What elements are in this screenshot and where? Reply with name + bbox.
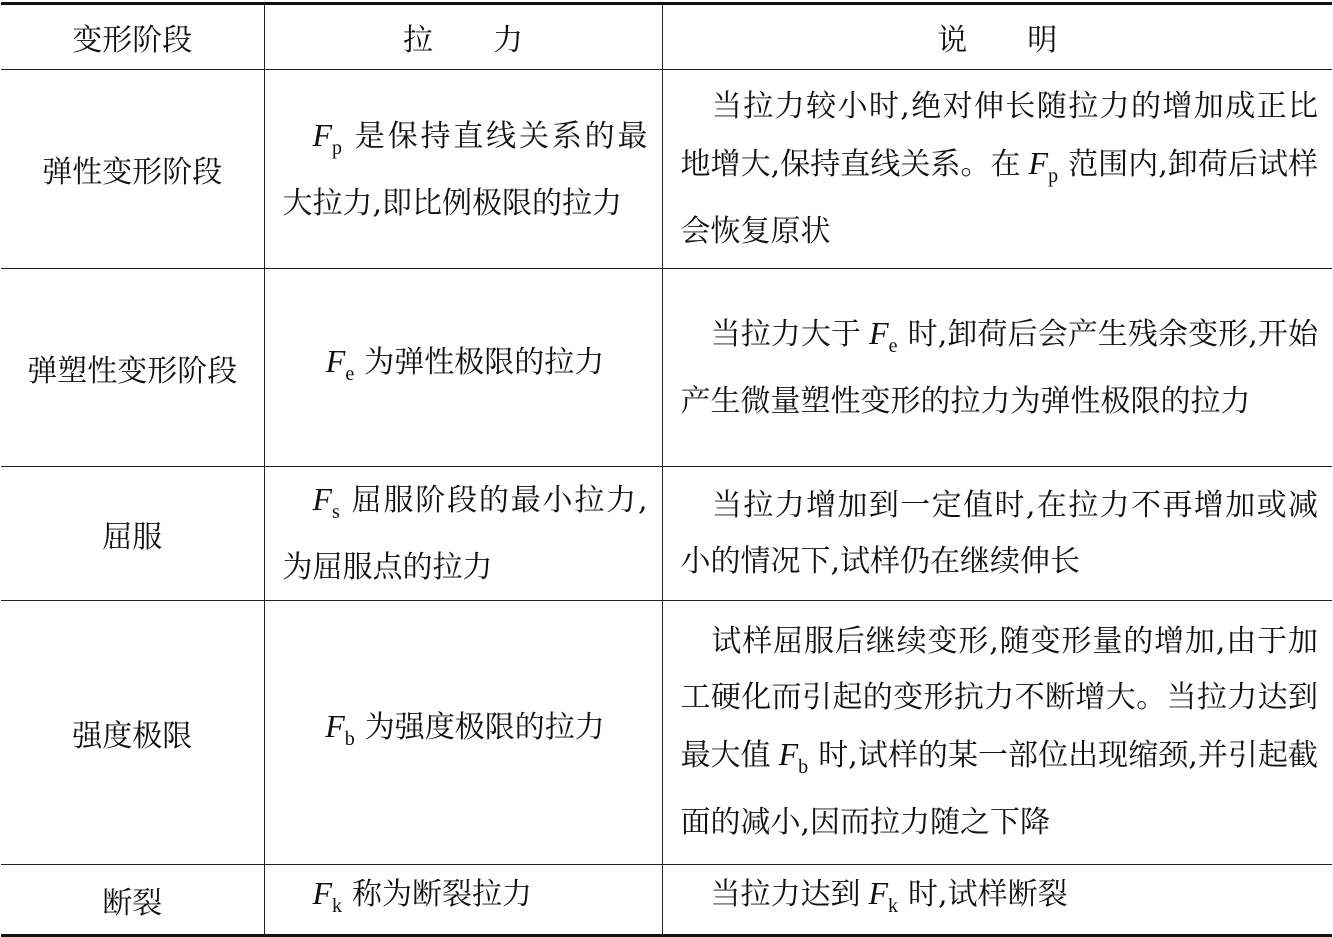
desc-before: 当拉力较小时,绝对伸长随拉力的增加成正比地增大,保持直线关系。在 [680,88,1318,182]
force-cell [264,467,662,601]
table-row [1,467,1332,601]
force-text: 为强度极限的拉力 [364,710,605,745]
desc-subscript: p [1048,164,1059,187]
desc-before: 当拉力大于 [710,317,862,352]
desc-after: 时,卸荷后会产生残余变形,开始产生微量塑性变形的拉力为弹性极限的拉力 [680,317,1319,419]
force-symbol: F [312,875,333,911]
force-symbol: F [325,708,345,744]
force-subscript: b [344,728,355,750]
force-text: 屈服阶段的最小拉力,为屈服点的拉力 [282,483,648,585]
table-row [1,269,1332,467]
force-subscript: e [345,363,355,385]
description-cell [662,865,1332,936]
force-cell [264,601,662,865]
force-subscript: s [332,501,340,523]
header-description: 说 明 [662,4,1332,70]
description-cell [662,467,1332,601]
force-text: 为弹性极限的拉力 [364,345,605,380]
desc-after: 范围内,卸荷后试样会恢复原状 [680,146,1318,249]
force-symbol: F [312,481,333,517]
header-row [1,4,1332,70]
desc-after: 时,试样断裂 [908,877,1068,912]
desc-symbol: F [869,315,889,351]
force-subscript: k [332,895,343,917]
stage-cell: 断裂 [1,865,264,936]
desc-symbol: F [868,875,889,911]
desc-subscript: b [798,756,809,778]
table-row [1,865,1332,936]
description-cell [662,601,1332,865]
desc-before: 当拉力达到 [710,877,861,912]
force-cell [264,865,662,936]
force-text: 称为断裂拉力 [352,877,533,912]
tensile-stage-table [1,2,1332,937]
force-subscript: p [332,136,343,159]
desc-before: 试样屈服后继续变形,随变形量的增加,由于加工硬化而引起的变形抗力不断增大。当拉力达到最大值 [680,624,1318,773]
force-symbol: F [325,343,346,379]
desc-after: 时,试样的某一部位出现缩颈,并引起截面的减小,因而拉力随之下降 [680,738,1318,840]
description-cell [662,70,1332,269]
description-cell [662,269,1332,467]
stage-cell: 弹塑性变形阶段 [1,269,264,467]
desc-subscript: k [888,895,899,917]
desc-symbol: F [1028,144,1049,181]
stage-cell: 弹性变形阶段 [1,70,264,269]
stage-cell: 屈服 [1,467,264,601]
table-row [1,70,1332,269]
desc-symbol: F [778,736,799,772]
desc-subscript: e [888,335,898,357]
stage-cell: 强度极限 [1,601,264,865]
header-force: 拉 力 [264,4,662,70]
force-cell [264,269,662,467]
force-text: 是保持直线关系的最大拉力,即比例极限的拉力 [282,118,648,221]
table-row [1,601,1332,865]
force-cell [264,70,662,269]
force-symbol: F [312,116,333,153]
desc-before: 当拉力增加到一定值时,在拉力不再增加或减小的情况下,试样仍在继续伸长 [680,487,1318,579]
header-stage: 变形阶段 [1,4,264,70]
